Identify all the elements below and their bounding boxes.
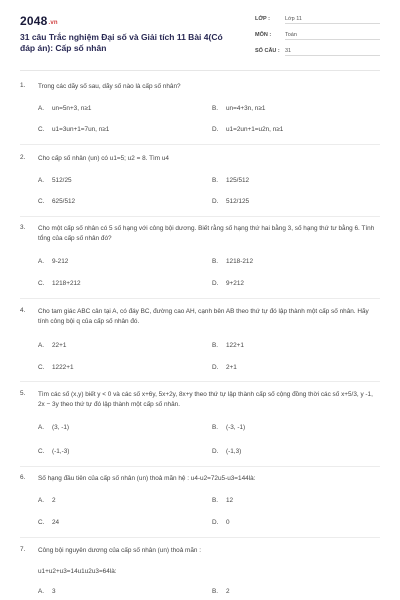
question-stem: Cho cấp số nhân (un) có u1=5; u2 = 8. Tìm u4 (38, 155, 169, 162)
answer-option[interactable] (38, 177, 72, 184)
answer-option[interactable] (38, 448, 69, 455)
question-separator (20, 216, 380, 217)
logo-main: 2048 (20, 14, 48, 28)
question-separator (20, 381, 380, 382)
option-letter: C. (38, 448, 45, 455)
option-text: u1=3un+1=7un, n≥1 (52, 126, 110, 133)
option-letter: A. (38, 497, 45, 504)
option-letter: D. (212, 198, 219, 205)
meta-class-value: Lớp 11 (285, 16, 302, 22)
option-letter: A. (38, 588, 45, 595)
header-divider (20, 70, 380, 71)
option-text: 122+1 (226, 342, 244, 349)
question-stem: Công bội nguyên dương của cấp số nhân (un) thoả mãn : (38, 547, 202, 554)
question-separator (20, 298, 380, 299)
question-stem: Trong các dãy số sau, dãy số nào là cấp số nhân? (38, 83, 181, 90)
answer-option[interactable] (212, 519, 230, 526)
option-text: 512/25 (52, 177, 72, 184)
option-text: (-1,3) (226, 448, 242, 455)
logo-sub: .vn (48, 20, 58, 26)
option-letter: B. (212, 258, 219, 265)
option-text: un=4+3n, n≥1 (226, 105, 266, 112)
answer-option[interactable] (38, 280, 81, 287)
option-letter: B. (212, 342, 219, 349)
answer-option[interactable] (38, 126, 109, 133)
meta-subject-label: MÔN : (255, 32, 272, 38)
option-letter: B. (212, 177, 219, 184)
site-logo[interactable] (20, 14, 58, 28)
question-stem: Cho một cấp số nhân có 5 số hạng với công bội dương. Biết rằng số hạng thứ hai bằng 3, số hạng thứ tư bằng 6. Tính tổng của cấp số nhân đó? (38, 225, 375, 242)
option-text: 9+212 (226, 280, 244, 287)
option-text: 2+1 (226, 364, 237, 371)
question-number: 6. (20, 474, 26, 481)
option-text: 1222+1 (52, 364, 74, 371)
meta-class-label: LỚP : (255, 16, 270, 22)
answer-option[interactable] (38, 519, 59, 526)
question-stem: Tìm các số (x,y) biết y < 0 và các số x+6y, 5x+2y, 8x+y theo thứ tự lập thành cấp số cộng đồng thời các số x+5/3, y -1, 2x − 3y theo thứ tự đó lập thành một cấp số nhân. (38, 391, 373, 408)
option-text: 125/512 (226, 177, 250, 184)
option-letter: D. (212, 280, 219, 287)
option-letter: D. (212, 519, 219, 526)
answer-option[interactable] (212, 177, 249, 184)
option-text: 625/512 (52, 198, 76, 205)
option-letter: D. (212, 448, 219, 455)
option-text: 2 (226, 588, 230, 595)
answer-option[interactable] (212, 342, 244, 349)
meta-count (255, 48, 380, 54)
option-letter: D. (212, 126, 219, 133)
option-letter: A. (38, 177, 45, 184)
meta-underline (285, 55, 380, 56)
option-text: 22+1 (52, 342, 67, 349)
option-letter: A. (38, 105, 45, 112)
page-header (0, 0, 400, 68)
answer-option[interactable] (38, 342, 66, 349)
option-text: (-1,-3) (52, 448, 70, 455)
option-text: 1218-212 (226, 258, 254, 265)
answer-option[interactable] (212, 497, 233, 504)
question-stem-continued: u1+u2+u3=14u1u2u3=64là: (38, 568, 117, 575)
meta-class (255, 16, 380, 22)
answer-option[interactable] (38, 198, 75, 205)
option-letter: A. (38, 424, 45, 431)
answer-option[interactable] (212, 448, 241, 455)
question-separator (20, 144, 380, 145)
question-stem: Cho tam giác ABC cân tại A, có đáy BC, đường cao AH, cạnh bên AB theo thứ tự đó lập thành một cấp số nhân. Hãy tính công bội q của cấp số nhân đó. (38, 308, 369, 325)
meta-subject-value: Toán (285, 32, 297, 38)
option-letter: B. (212, 588, 219, 595)
option-letter: A. (38, 258, 45, 265)
answer-option[interactable] (212, 364, 237, 371)
answer-option[interactable] (38, 424, 69, 431)
option-text: 12 (226, 497, 234, 504)
answer-option[interactable] (212, 588, 230, 595)
answer-option[interactable] (38, 588, 56, 595)
question-number: 7. (20, 546, 26, 553)
option-letter: C. (38, 280, 45, 287)
option-letter: A. (38, 342, 45, 349)
meta-subject (255, 32, 380, 38)
document-title: 31 câu Trắc nghiệm Đại số và Giải tích 11 Bài 4(Có đáp án): Cấp số nhân (20, 32, 223, 53)
option-letter: C. (38, 519, 45, 526)
option-text: 24 (52, 519, 60, 526)
answer-option[interactable] (38, 105, 91, 112)
option-letter: C. (38, 364, 45, 371)
answer-option[interactable] (212, 126, 283, 133)
answer-option[interactable] (212, 280, 244, 287)
option-text: (-3, -1) (226, 424, 246, 431)
question-separator (20, 537, 380, 538)
option-text: un=5n+3, n≥1 (52, 105, 92, 112)
option-letter: B. (212, 424, 219, 431)
question-number: 3. (20, 224, 26, 231)
option-text: (3, -1) (52, 424, 70, 431)
meta-underline (285, 39, 380, 40)
question-number: 5. (20, 390, 26, 397)
answer-option[interactable] (38, 258, 68, 265)
answer-option[interactable] (212, 258, 253, 265)
question-number: 1. (20, 82, 26, 89)
answer-option[interactable] (212, 198, 249, 205)
answer-option[interactable] (212, 424, 245, 431)
answer-option[interactable] (38, 497, 56, 504)
answer-option[interactable] (212, 105, 265, 112)
question-number: 2. (20, 154, 26, 161)
question-separator (20, 466, 380, 467)
option-text: 0 (226, 519, 230, 526)
meta-count-label: SỐ CÂU : (255, 48, 280, 54)
meta-underline (285, 23, 380, 24)
question-stem: Số hạng đầu tiên của cấp số nhân (un) thoả mãn hệ : u4-u2=72u5-u3=144là: (38, 475, 256, 482)
meta-count-value: 31 (285, 48, 292, 54)
option-text: 2 (52, 497, 56, 504)
option-letter: D. (212, 364, 219, 371)
question-number: 4. (20, 307, 26, 314)
option-text: u1=2un+1=u2n, n≥1 (226, 126, 284, 133)
option-letter: C. (38, 198, 45, 205)
option-text: 1218+212 (52, 280, 81, 287)
option-letter: B. (212, 105, 219, 112)
option-letter: C. (38, 126, 45, 133)
answer-option[interactable] (38, 364, 74, 371)
option-text: 9-212 (52, 258, 69, 265)
option-text: 3 (52, 588, 56, 595)
option-letter: B. (212, 497, 219, 504)
option-text: 512/125 (226, 198, 250, 205)
